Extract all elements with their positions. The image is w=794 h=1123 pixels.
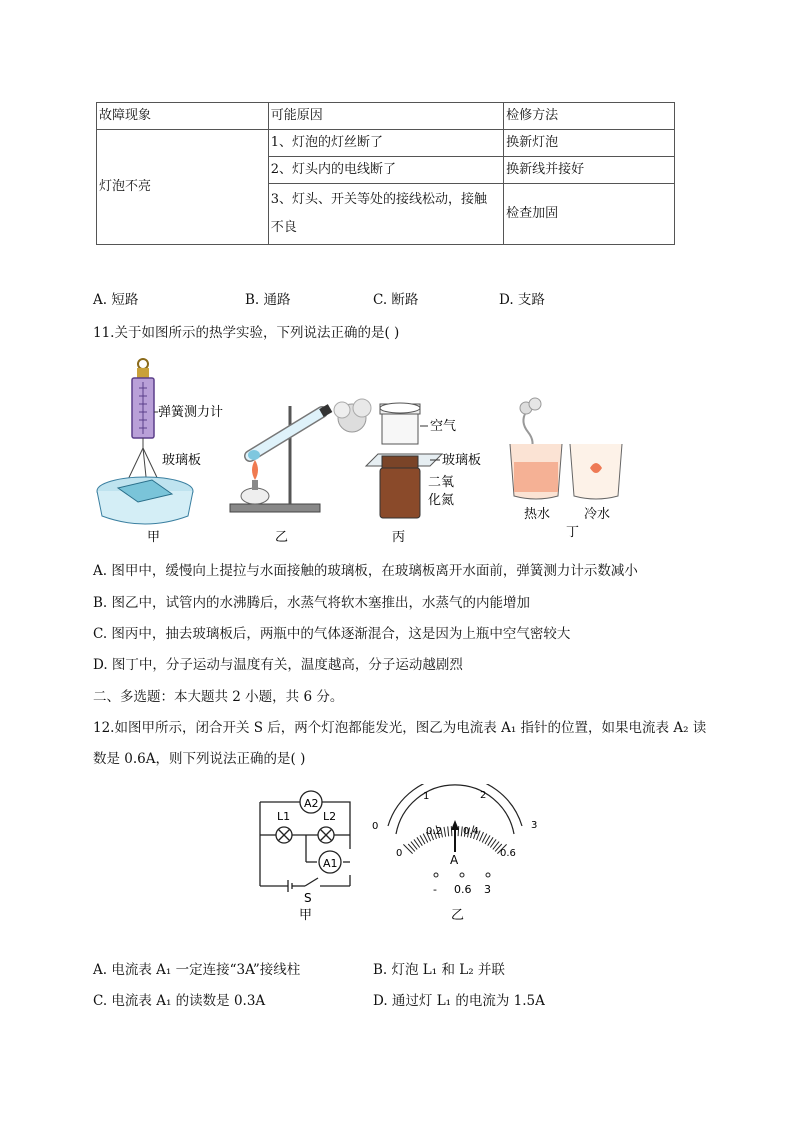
- q11-stem: 11.关于如图所示的热学实验，下列说法正确的是( ): [93, 325, 400, 341]
- q11-option-b: B. 图乙中，试管内的水沸腾后，水蒸气将软木塞推出，水蒸气的内能增加: [93, 595, 531, 611]
- cause-text-line1: 3、灯头、开关等处的接线松动，接触: [270, 192, 488, 207]
- dial-bot-0: 0: [396, 848, 403, 859]
- dial-tick: [444, 827, 446, 837]
- dial-bot-06: 0.6: [500, 848, 516, 859]
- q12-figure: [250, 784, 550, 924]
- dial-tick: [403, 844, 412, 853]
- label-s: S: [304, 891, 312, 905]
- q10-option-d: D. 支路: [499, 292, 545, 308]
- q12-stem-line1: 12.如图甲所示，闭合开关 S 后，两个灯泡都能发光，图乙为电流表 A₁ 指针的位置，如果电流表 A₂ 读: [93, 720, 707, 736]
- section-header: 二、多选题：本大题共 2 小题，共 6 分。: [93, 689, 344, 705]
- q11-option-a: A. 图甲中，缓慢向上提拉与水面接触的玻璃板，在玻璃板离开水面前，弹簧测力计示数减小: [93, 563, 638, 579]
- label-a1: A1: [323, 857, 338, 870]
- beakers-illustration: [510, 398, 622, 499]
- label-a2: A2: [304, 797, 319, 810]
- circuit-diagram: [260, 802, 350, 892]
- q12-stem-line2: 数是 0.6A，则下列说法正确的是( ): [93, 751, 306, 767]
- fix-cell: 换新灯泡: [504, 130, 675, 157]
- table-header: 故障现象: [97, 103, 269, 130]
- terminals: [434, 873, 490, 877]
- label-glass-plate-bing: 玻璃板: [442, 453, 482, 468]
- label-yi: 乙: [451, 908, 465, 923]
- label-hot-water: 热水: [524, 507, 551, 522]
- symptom-cell: 灯泡不亮: [97, 130, 269, 245]
- q10-option-c: C. 断路: [373, 292, 419, 308]
- label-no2-line1: 二氧: [428, 475, 455, 490]
- terminal-06: 0.6: [454, 883, 472, 896]
- dial-tick: [451, 826, 452, 836]
- ammeter-dial: [388, 784, 522, 854]
- q12-option-c: C. 电流表 A₁ 的读数是 0.3A: [93, 993, 266, 1009]
- table-header: 检修方法: [504, 103, 675, 130]
- dial-tick: [448, 826, 449, 836]
- table-row: [97, 130, 675, 157]
- label-air: 空气: [430, 419, 457, 434]
- fault-table: [96, 102, 675, 245]
- label-ding: 丁: [566, 525, 580, 540]
- q11-figure: [90, 356, 660, 548]
- cause-text-line2: 不良: [270, 220, 297, 235]
- label-jia: 甲: [299, 908, 313, 923]
- terminal-3: 3: [484, 883, 491, 896]
- cause-cell: 1、灯泡的灯丝断了: [268, 130, 503, 157]
- boiling-tube-setup-illustration: [230, 399, 371, 512]
- dial-tick: [479, 832, 483, 841]
- dial-top-3: 3: [531, 820, 538, 831]
- label-yi: 乙: [275, 530, 289, 545]
- label-l1: L1: [277, 810, 291, 823]
- label-cold-water: 冷水: [584, 507, 611, 522]
- dial-tick: [458, 826, 459, 836]
- label-bing: 丙: [392, 530, 406, 545]
- q10-option-a: A. 短路: [93, 292, 139, 308]
- dial-unit: A: [450, 853, 459, 867]
- q10-option-b: B. 通路: [245, 292, 291, 308]
- label-spring-scale: 弹簧测力计: [158, 405, 224, 420]
- q11-option-d: D. 图丁中，分子运动与温度有关，温度越高，分子运动越剧烈: [93, 657, 463, 673]
- dial-bot-02: 0.2: [426, 826, 442, 837]
- label-no2-line2: 化氮: [428, 493, 455, 508]
- cause-cell: [268, 184, 503, 245]
- label-l2: L2: [323, 810, 337, 823]
- table-header-row: [97, 103, 675, 130]
- dial-top-2: 2: [480, 790, 487, 801]
- q12-option-d: D. 通过灯 L₁ 的电流为 1.5A: [373, 993, 545, 1009]
- spring-scale-setup-illustration: [97, 359, 193, 524]
- dial-top-1: 1: [423, 791, 430, 802]
- terminal-minus: -: [433, 883, 437, 896]
- fix-cell: 检查加固: [504, 184, 675, 245]
- q12-option-b: B. 灯泡 L₁ 和 L₂ 并联: [373, 962, 505, 978]
- label-glass-plate-jia: 玻璃板: [162, 453, 202, 468]
- dial-bot-04: 0.4: [463, 826, 479, 837]
- table-header: 可能原因: [268, 103, 503, 130]
- label-jia: 甲: [147, 530, 161, 545]
- cause-cell: 2、灯头内的电线断了: [268, 157, 503, 184]
- fix-cell: 换新线并接好: [504, 157, 675, 184]
- dial-top-0: 0: [372, 821, 379, 832]
- q12-option-a: A. 电流表 A₁ 一定连接“3A”接线柱: [93, 962, 301, 978]
- q11-option-c: C. 图丙中，抽去玻璃板后，两瓶中的气体逐渐混合，这是因为上瓶中空气密较大: [93, 626, 571, 642]
